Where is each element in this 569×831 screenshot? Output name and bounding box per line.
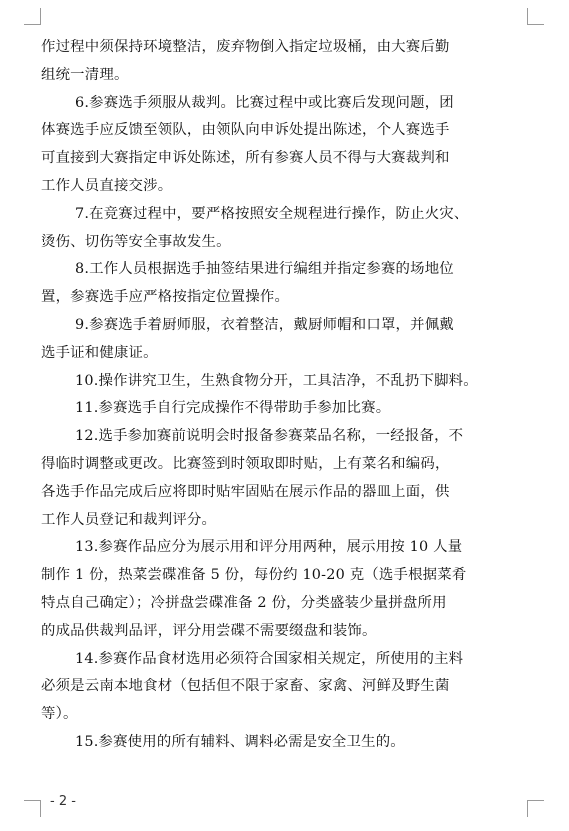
rule-item-9: 9.参赛选手着厨师服，衣着整洁，戴厨师帽和口罩，并佩戴 — [75, 316, 454, 333]
document-body — [41, 34, 531, 757]
text-line: 各选手作品完成后应将即时贴牢固贴在展示作品的器皿上面，供 — [41, 483, 450, 500]
rule-item-6: 6.参赛选手须服从裁判。比赛过程中或比赛后发现问题，团 — [75, 94, 454, 111]
crop-mark-bottom-left — [24, 800, 41, 817]
text-line: 等）。 — [41, 706, 78, 723]
rule-item-10: 10.操作讲究卫生，生熟食物分开，工具洁净，不乱扔下脚料。 — [75, 372, 478, 389]
text-line: 制作 1 份，热菜尝碟准备 5 份，每份约 10-20 克（选手根据菜肴 — [41, 567, 467, 584]
rule-item-8: 8.工作人员根据选手抽签结果进行编组并指定参赛的场地位 — [75, 261, 454, 278]
text-line: 作过程中须保持环境整洁，废弃物倒入指定垃圾桶，由大赛后勤 — [41, 39, 450, 55]
text-line: 特点自己确定）；冷拼盘尝碟准备 2 份，分类盛装少量拼盘所用 — [41, 594, 447, 611]
text-line: 得临时调整或更改。比赛签到时领取即时贴，上有菜名和编码， — [41, 455, 450, 472]
text-line: 组统一清理。 — [41, 66, 129, 83]
text-line: 可直接到大赛指定申诉处陈述，所有参赛人员不得与大赛裁判和 — [41, 150, 450, 167]
text-line: 工作人员直接交涉。 — [41, 177, 173, 194]
rule-item-14: 14.参赛作品食材选用必须符合国家相关规定，所使用的主料 — [75, 650, 464, 667]
page-number: - 2 - — [50, 794, 76, 809]
text-line: 置，参赛选手应严格按指定位置操作。 — [41, 289, 290, 306]
crop-mark-top-right — [527, 8, 544, 25]
text-line: 选手证和健康证。 — [41, 344, 158, 361]
text-line: 工作人员登记和裁判评分。 — [41, 511, 217, 528]
text-line: 烫伤、切伤等安全事故发生。 — [41, 233, 231, 250]
text-line: 的成品供裁判品评，评分用尝碟不需要缀盘和装饰。 — [41, 622, 377, 639]
crop-mark-bottom-right — [527, 800, 544, 817]
rule-item-7: 7.在竞赛过程中，要严格按照安全规程进行操作，防止火灾、 — [75, 205, 469, 222]
crop-mark-top-left — [24, 8, 41, 25]
rule-item-13: 13.参赛作品应分为展示用和评分用两种，展示用按 10 人量 — [75, 539, 463, 556]
text-line: 体赛选手应反馈至领队，由领队向申诉处提出陈述，个人赛选手 — [41, 122, 450, 139]
text-line: 必须是云南本地食材（包括但不限于家畜、家禽、河鲜及野生菌 — [41, 678, 450, 695]
rule-item-12: 12.选手参加赛前说明会时报备参赛菜品名称，一经报备，不 — [75, 428, 464, 445]
rule-item-11: 11.参赛选手自行完成操作不得带助手参加比赛。 — [75, 400, 391, 417]
rule-item-15: 15.参赛使用的所有辅料、调料必需是安全卫生的。 — [75, 733, 405, 750]
